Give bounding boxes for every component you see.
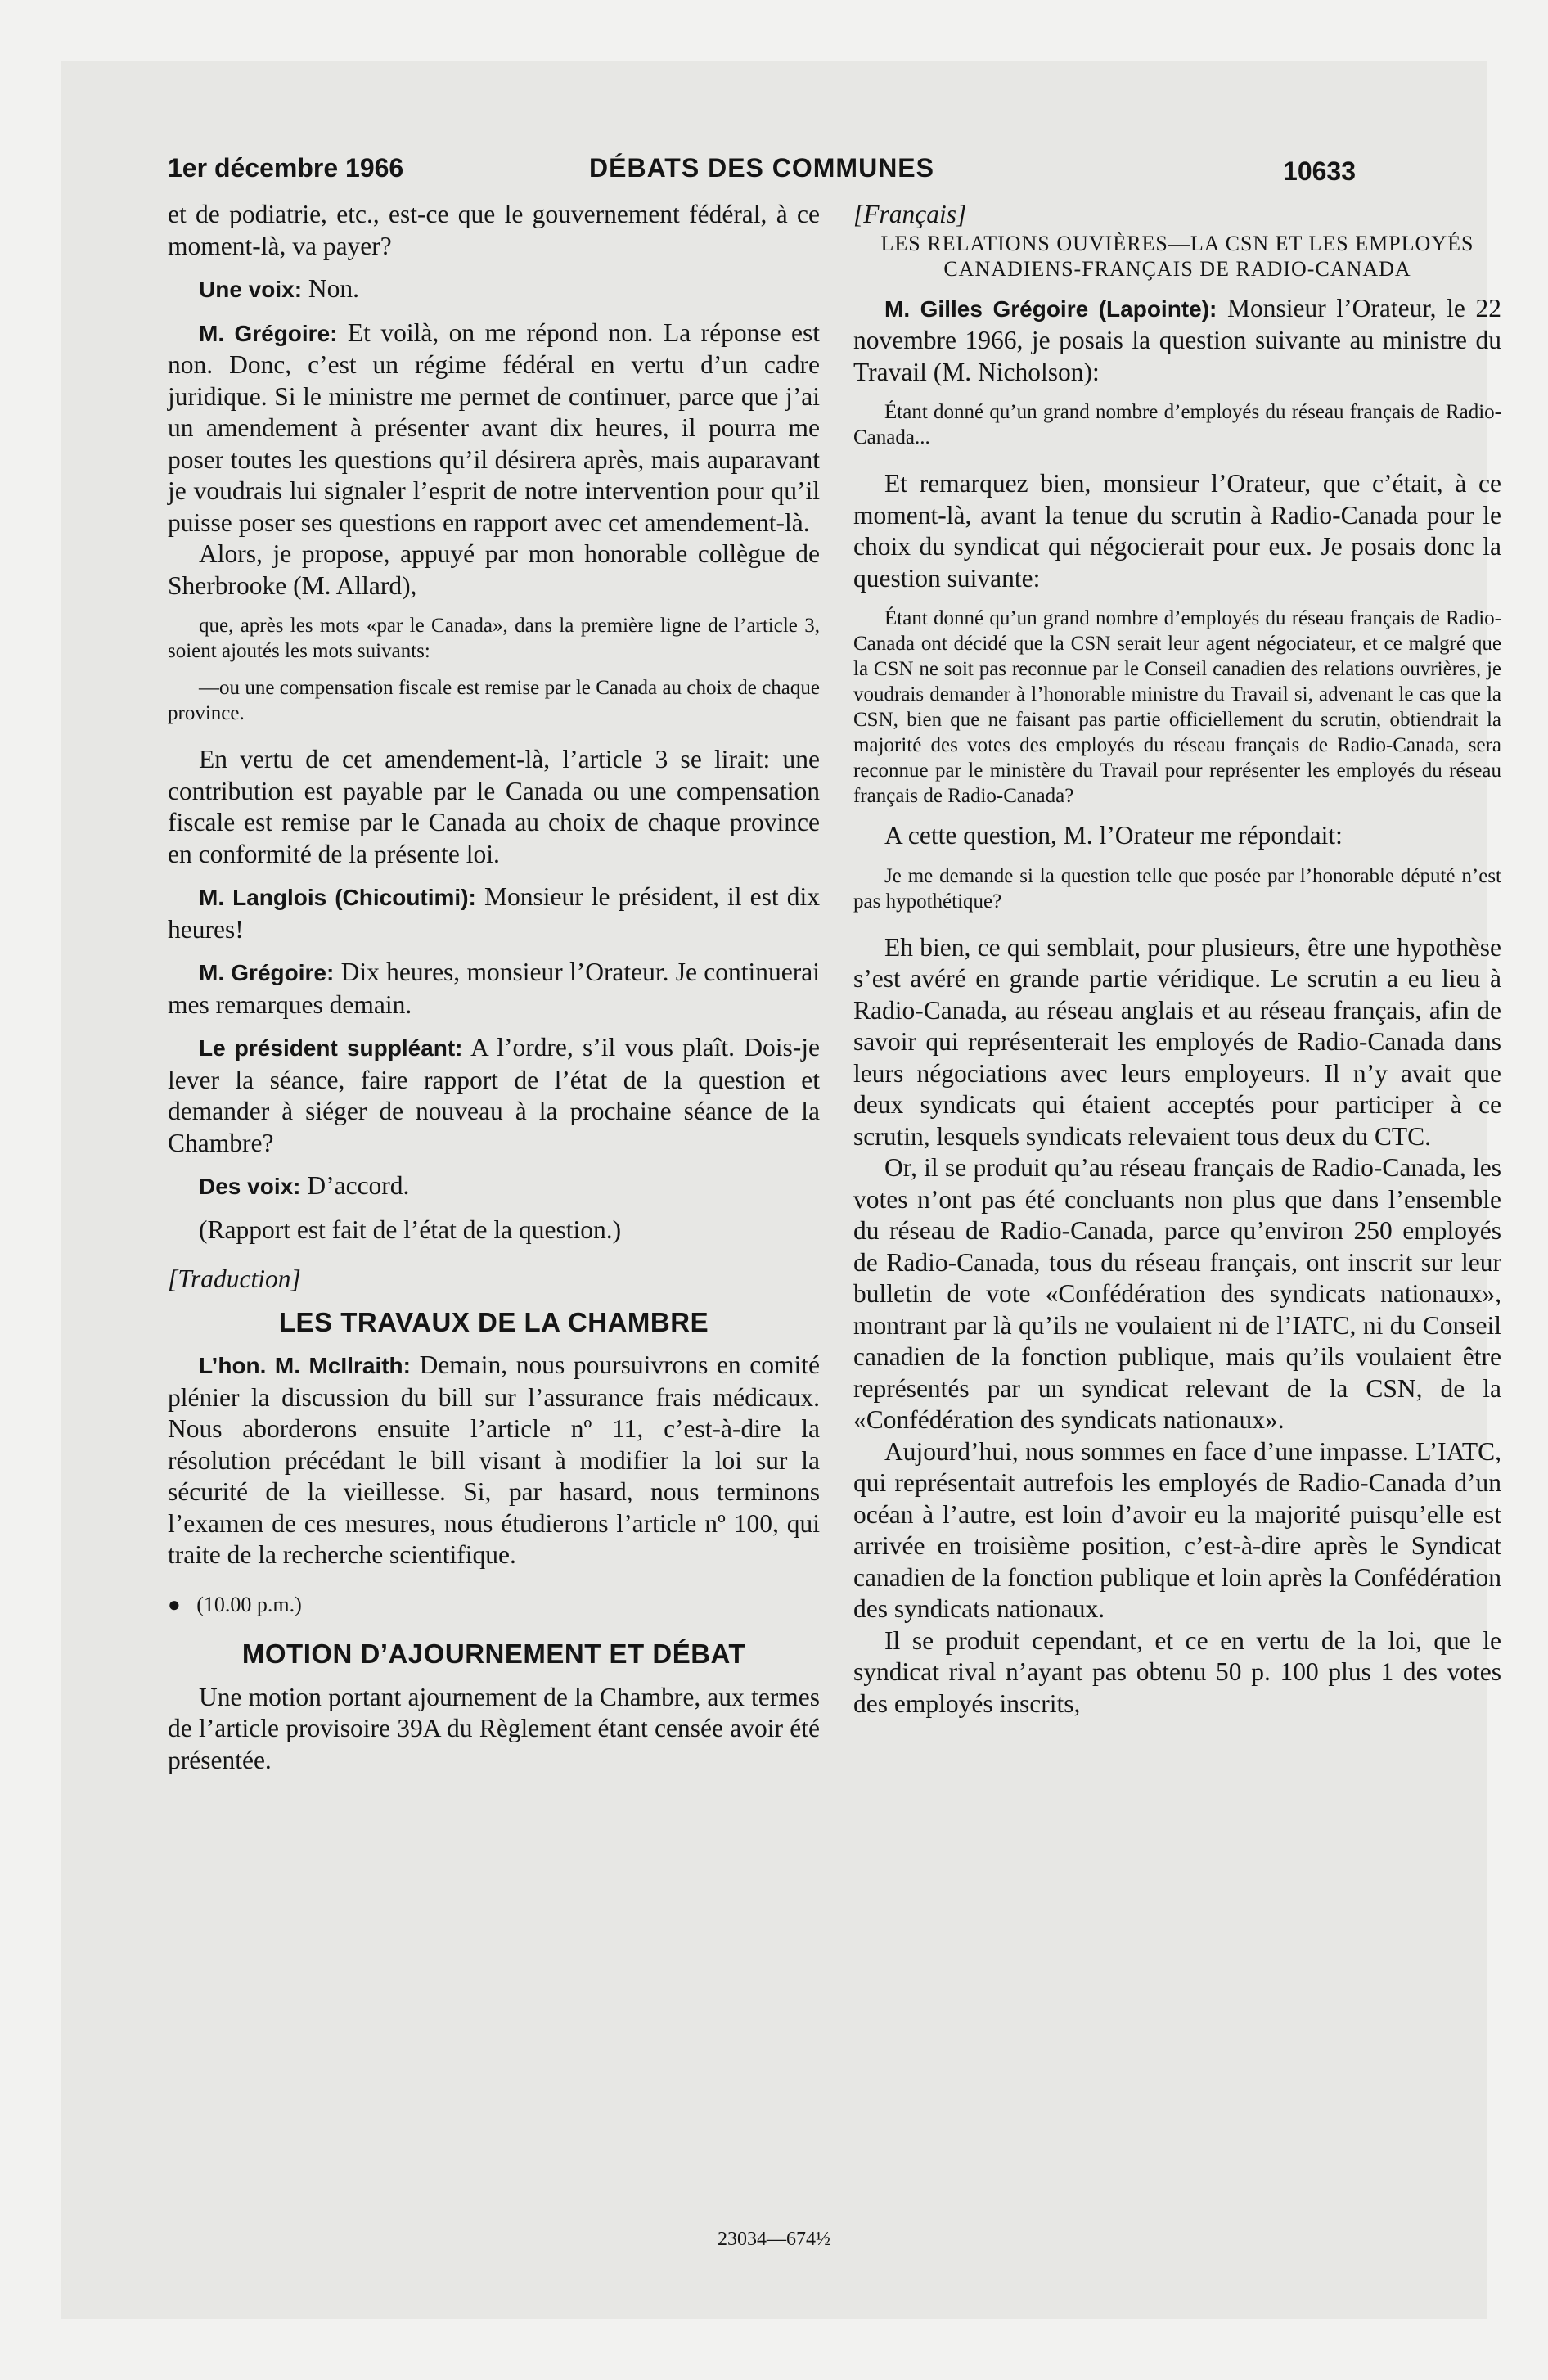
header-title: DÉBATS DES COMMUNES [589, 153, 934, 183]
speaker-name: M. Gilles Grégoire (Lapointe): [884, 295, 1217, 322]
page-number: 10633 [1283, 156, 1356, 186]
language-tag: [Français] [853, 200, 967, 228]
quotation: Je me demande si la question telle que posée par l’honorable député n’est pas hypothétique? [853, 864, 1501, 913]
header-date: 1er décembre 1966 [168, 153, 404, 183]
quotation: Étant donné qu’un grand nombre d’employés du réseau français de Radio-Canada... [853, 401, 1501, 449]
speech-text: Demain, nous poursuivrons en comité plénier la discussion du bill sur l’assurance frais médicaux. Nous aborderons ensuite l’article nº 11, c’est-à-dire la résolution précédant le bill visant à modifier la loi sur la sécurité de la vieillesse. Si, par hasard, nous terminons l’examen de ces mesures, nous étudierons l’article nº 100, qui traite de la recherche scientifique. [168, 1350, 820, 1569]
paragraph: A cette question, M. l’Orateur me répondait: [884, 821, 1343, 850]
speaker-name: Des voix: [199, 1174, 301, 1199]
paragraph: (Rapport est fait de l’état de la question.) [199, 1215, 622, 1244]
paragraph [168, 273, 820, 306]
paragraph [168, 1170, 820, 1203]
speech-text: Et voilà, on me répond non. La réponse est non. Donc, c’est un régime fédéral en vertu d’un cadre juridique. Si le ministre me permet de continuer, parce que j’ai un amendement à présenter avant dix heures, il pourra me poser toutes les questions qu’il désirera après, mais auparavant je voudrais lui signaler l’esprit de notre intervention pour qu’il puisse poser ses questions en rapport avec cet amendement-là. [168, 318, 821, 537]
paragraph: et de podiatrie, etc., est-ce que le gouvernement fédéral, à ce moment-là, va payer? [168, 200, 820, 260]
paragraph: Une motion portant ajournement de la Chambre, aux termes de l’article provisoire 39A du Règlement étant censée avoir été présentée. [168, 1682, 820, 1774]
section-heading: LES RELATIONS OUVIÈRES—LA CSN ET LES EMPLOYÉS CANADIENS-FRANÇAIS DE RADIO-CANADA [880, 231, 1474, 281]
paragraph [168, 881, 820, 945]
paragraph [168, 1032, 820, 1159]
time-marker-text: (10.00 p.m.) [196, 1592, 302, 1616]
paragraph [168, 957, 820, 1021]
speech-text: Monsieur le président, il est dix heures! [168, 882, 820, 944]
speech-text: D’accord. [300, 1171, 410, 1200]
paragraph [853, 293, 1501, 389]
paragraph: Aujourd’hui, nous sommes en face d’une impasse. L’IATC, qui représentait autrefois les employés de Radio-Canada d’un océan à l’autre, est loin d’avoir eu la majorité puisqu’elle est arrivée en troisième position, c’est-à-dire après le Syndicat canadien de la fonction publique et loin après la Confédération des syndicats nationaux. [853, 1436, 1501, 1623]
paragraph: En vertu de cet amendement-là, l’article 3 se lirait: une contribution est payable par le Canada ou une compensation fiscale est remise par le Canada au choix de chaque province en conformité de la présente loi. [168, 745, 820, 868]
speech-text: Non. [302, 274, 360, 303]
speaker-name: M. Grégoire: [199, 320, 338, 346]
speaker-name: M. Langlois (Chicoutimi): [199, 885, 476, 910]
scanned-page [61, 61, 1501, 2319]
speech-text: Monsieur l’Orateur, le 22 novembre 1966, je posais la question suivante au ministre du Travail (M. Nicholson): [853, 293, 1501, 386]
bullet-icon: ● [168, 1592, 181, 1616]
quotation: —ou une compensation fiscale est remise par le Canada au choix de chaque province. [168, 677, 820, 724]
document-page [61, 61, 1501, 2319]
paragraph: Et remarquez bien, monsieur l’Orateur, que c’était, à ce moment-là, avant la tenue du scrutin à Radio-Canada pour le choix du syndicat qui négocierait pour eux. Je posais donc la question suivante: [853, 469, 1501, 593]
paragraph: Eh bien, ce qui semblait, pour plusieurs, être une hypothèse s’est avéré en grande partie véridique. Le scrutin a eu lieu à Radio-Canada, au réseau anglais et au réseau français, afin de savoir qui représenterait les employés de Radio-Canada dans leurs négociations avec leurs employeurs. Il n’y avait que deux syndicats qui étaient acceptés pour participer à ce scrutin, lesquels syndicats relevaient tous deux du CTC. [853, 932, 1501, 1151]
paragraph: Il se produit cependant, et ce en vertu de la loi, que le syndicat rival n’ayant pas obtenu 50 p. 100 plus 1 des votes des employés inscrits, [853, 1625, 1501, 1718]
paragraph [168, 1350, 820, 1571]
speaker-name: L’hon. M. McIlraith: [199, 1353, 411, 1378]
time-marker [168, 1589, 820, 1621]
language-tag: [Traduction] [168, 1264, 301, 1293]
quotation: Étant donné qu’un grand nombre d’employés du réseau français de Radio-Canada ont décidé que la CSN serait leur agent négociateur, et ce malgré que la CSN ne soit pas reconnue par le Conseil canadien des relations ouvrières, je voudrais demander à l’honorable ministre du Travail si, advenant le cas que la CSN, bien que ne faisant pas partie officiellement du scrutin, obtiendrait la majorité des votes des employés du réseau français de Radio-Canada, sera reconnue par le ministère du Travail pour représenter les employés du réseau français de Radio-Canada? [853, 607, 1501, 807]
running-header [168, 153, 1356, 202]
paragraph [168, 318, 820, 539]
right-column [853, 199, 1501, 1720]
speech-text: A l’ordre, s’il vous plaît. Dois-je lever la séance, faire rapport de l’état de la question et demander à siéger de nouveau à la prochaine séance de la Chambre? [168, 1033, 820, 1157]
quotation: que, après les mots «par le Canada», dans la première ligne de l’article 3, soient ajoutés les mots suivants: [168, 615, 820, 662]
left-column [168, 199, 820, 1776]
section-heading: MOTION D’AJOURNEMENT ET DÉBAT [241, 1639, 746, 1669]
speech-text: Dix heures, monsieur l’Orateur. Je continuerai mes remarques demain. [168, 958, 820, 1019]
speaker-name: Le président suppléant: [199, 1035, 463, 1061]
speaker-name: M. Grégoire: [199, 960, 335, 985]
section-heading: LES TRAVAUX DE LA CHAMBRE [278, 1306, 709, 1337]
paragraph: Alors, je propose, appuyé par mon honorable collègue de Sherbrooke (M. Allard), [168, 539, 820, 600]
paragraph: Or, il se produit qu’au réseau français de Radio-Canada, les votes n’ont pas été concluants non plus que dans l’ensemble du réseau de Radio-Canada, parce qu’environ 250 employés de Radio-Canada, tous du réseau français, ont inscrit sur leur bulletin de vote «Confédération des syndicats nationaux», montrant par là qu’ils ne voulaient ni de l’IATC, ni du Conseil canadien de la fonction publique, mais qu’ils voulaient être représentés par un syndicat relevant de la CSN, de la «Confédération des syndicats nationaux». [853, 1153, 1501, 1434]
speaker-name: Une voix: [199, 277, 303, 302]
printer-code: 23034—674½ [718, 2229, 830, 2250]
